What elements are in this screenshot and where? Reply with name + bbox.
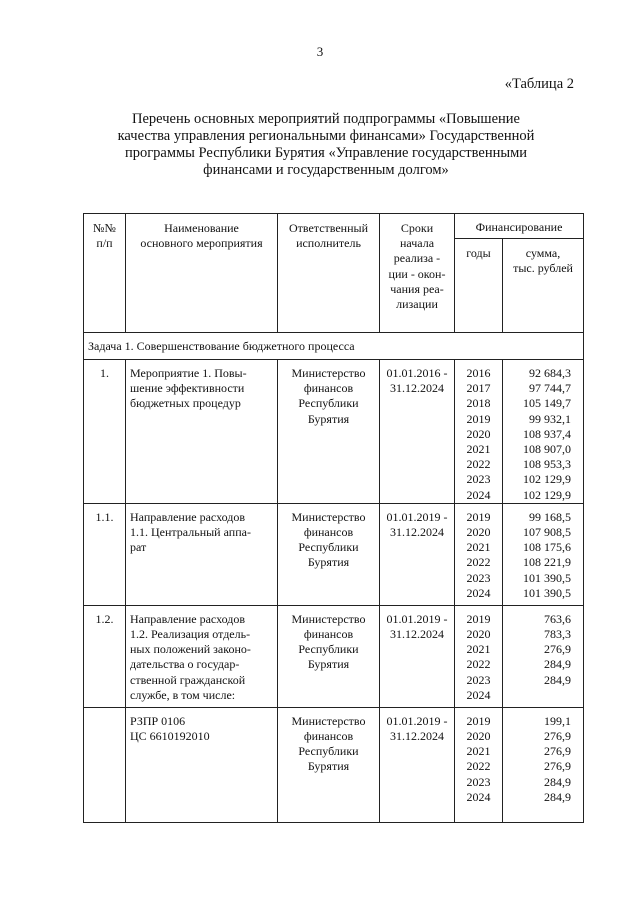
year-value: 2024	[466, 585, 491, 600]
row-years	[455, 503, 503, 605]
amount-value: 102 129,9	[523, 472, 572, 487]
year-value: 2018	[466, 396, 491, 411]
row-responsible	[278, 503, 380, 605]
year-value: 2023	[466, 570, 491, 585]
name-line: ЦС 6610192010	[130, 729, 210, 744]
row-num	[84, 360, 126, 504]
amount-value: 105 149,7	[523, 396, 572, 411]
name-line: ных положений законо-	[130, 642, 251, 657]
amount-value: 276,9	[544, 729, 572, 744]
row-num-text: 1.2.	[95, 611, 114, 626]
responsible-line: финансов	[303, 525, 354, 540]
measures-table	[83, 213, 584, 823]
amount-value: 763,6	[544, 611, 572, 626]
name-line: дательства о государ-	[130, 657, 240, 672]
responsible-line: Бурятия	[307, 759, 350, 774]
title-line: Перечень основных мероприятий подпрограммы «Повышение	[132, 111, 520, 127]
year-value: 2021	[466, 442, 491, 457]
date-line: 31.12.2024	[390, 627, 444, 642]
name-line: РЗПР 0106	[130, 713, 186, 728]
responsible-line: Министерство	[291, 509, 366, 524]
responsible-line: Республики	[298, 744, 359, 759]
table-row	[84, 605, 584, 707]
amount-value: 284,9	[544, 672, 572, 687]
header-text: Наименование	[164, 221, 239, 235]
row-num-text: 1.	[100, 366, 109, 380]
row-num	[84, 503, 126, 605]
year-value: 2023	[466, 774, 491, 789]
responsible-line: Бурятия	[307, 657, 350, 672]
year-value: 2022	[466, 759, 491, 774]
responsible-line: финансов	[303, 729, 354, 744]
year-value: 2022	[466, 555, 491, 570]
amount-value: 99 932,1	[529, 411, 572, 426]
year-value: 2017	[466, 381, 491, 396]
date-line: 31.12.2024	[390, 381, 444, 396]
table-row	[84, 707, 584, 822]
title-line: качества управления региональными финансами» Государственной	[117, 128, 535, 144]
responsible-line: Республики	[298, 396, 359, 411]
row-years	[455, 605, 503, 707]
name-line: Направление расходов	[130, 611, 246, 626]
name-line: службе, в том числе:	[130, 687, 236, 702]
header-text: годы	[466, 246, 491, 260]
year-value: 2021	[466, 744, 491, 759]
responsible-line: Республики	[298, 540, 359, 555]
task-row	[84, 333, 584, 360]
amount-value: 92 684,3	[529, 366, 572, 380]
row-dates	[380, 503, 455, 605]
date-line: 01.01.2019 -	[386, 509, 448, 524]
name-line: 1.2. Реализация отдель-	[130, 627, 251, 642]
title-line: финансами и государственным долгом»	[203, 162, 449, 178]
responsible-line: финансов	[303, 381, 354, 396]
year-value: 2024	[466, 487, 491, 502]
header-row	[84, 214, 584, 239]
task-label: Задача 1. Совершенствование бюджетного процесса	[88, 339, 355, 353]
header-years	[455, 239, 503, 333]
row-years	[455, 707, 503, 822]
row-name	[126, 605, 278, 707]
name-line: рат	[130, 540, 147, 555]
date-line: 01.01.2019 -	[386, 713, 448, 728]
responsible-line: Республики	[298, 642, 359, 657]
amount-value: 284,9	[544, 789, 572, 804]
year-value: 2016	[466, 366, 491, 380]
date-line: 01.01.2016 -	[386, 366, 448, 380]
date-line: 31.12.2024	[390, 525, 444, 540]
year-value: 2022	[466, 457, 491, 472]
table-row	[84, 503, 584, 605]
responsible-line: Министерство	[291, 611, 366, 626]
row-years	[455, 360, 503, 504]
year-value: 2020	[466, 729, 491, 744]
amount-value: 108 221,9	[523, 555, 572, 570]
amount-value: 783,3	[544, 627, 572, 642]
task-cell	[84, 333, 584, 360]
amount-value: 108 175,6	[523, 540, 572, 555]
year-value: 2021	[466, 540, 491, 555]
year-value: 2020	[466, 426, 491, 441]
year-value: 2023	[466, 672, 491, 687]
header-text: начала	[399, 236, 435, 251]
row-responsible	[278, 707, 380, 822]
row-dates	[380, 605, 455, 707]
row-num	[84, 707, 126, 822]
amount-value: 97 744,7	[529, 381, 572, 396]
year-value: 2020	[466, 627, 491, 642]
amount-value: 276,9	[544, 744, 572, 759]
amount-value: 276,9	[544, 759, 572, 774]
name-line: Мероприятие 1. Повы-	[130, 366, 247, 380]
page-title	[86, 111, 566, 179]
amount-value: 102 129,9	[523, 487, 572, 502]
name-line: 1.1. Центральный аппа-	[130, 525, 251, 540]
year-value: 2019	[466, 509, 491, 524]
header-text: Сроки	[400, 221, 434, 235]
responsible-line: Министерство	[291, 366, 366, 380]
date-line: 01.01.2019 -	[386, 611, 448, 626]
row-amounts	[503, 503, 584, 605]
row-name	[126, 360, 278, 504]
amount-value: 108 907,0	[523, 442, 572, 457]
date-line: 31.12.2024	[390, 729, 444, 744]
amount-value: 107 908,5	[523, 525, 572, 540]
row-responsible	[278, 605, 380, 707]
row-responsible	[278, 360, 380, 504]
amount-value: 99 168,5	[529, 509, 572, 524]
table-row	[84, 360, 584, 504]
amount-value: 108 937,4	[523, 426, 572, 441]
year-value: 2019	[466, 713, 491, 728]
name-line: бюджетных процедур	[130, 396, 241, 411]
page-number: 3	[316, 44, 324, 59]
header-responsible	[278, 214, 380, 333]
header-text: ции - окон-	[388, 266, 446, 281]
header-num	[84, 214, 126, 333]
name-line: шение эффективности	[130, 381, 245, 396]
name-line: Направление расходов	[130, 509, 246, 524]
title-line: программы Республики Бурятия «Управление государственными	[124, 145, 528, 161]
header-text: п/п	[96, 236, 113, 251]
amount-value: 284,9	[544, 774, 572, 789]
row-num	[84, 605, 126, 707]
row-name	[126, 503, 278, 605]
header-text: тыс. рублей	[513, 261, 573, 276]
amount-value: 199,1	[544, 713, 572, 728]
amount-value: 108 953,3	[523, 457, 572, 472]
amount-value: 101 390,5	[523, 585, 572, 600]
amount-value: 276,9	[544, 642, 572, 657]
header-text: Ответственный	[288, 221, 369, 235]
year-value: 2022	[466, 657, 491, 672]
responsible-line: Министерство	[291, 713, 366, 728]
responsible-line: финансов	[303, 627, 354, 642]
header-financing	[455, 214, 584, 239]
table-label: «Таблица 2	[504, 76, 574, 92]
row-dates	[380, 707, 455, 822]
header-text: основного мероприятия	[140, 236, 263, 251]
year-value: 2021	[466, 642, 491, 657]
year-value: 2023	[466, 472, 491, 487]
row-dates	[380, 360, 455, 504]
header-text: исполнитель	[296, 236, 361, 251]
responsible-line: Бурятия	[307, 411, 350, 426]
row-num-text	[84, 708, 125, 714]
header-amount	[503, 239, 584, 333]
header-text: Финансирование	[475, 220, 563, 234]
year-value: 2024	[466, 687, 491, 702]
header-text: №№	[93, 221, 116, 235]
row-amounts	[503, 360, 584, 504]
header-name	[126, 214, 278, 333]
header-text: реализа -	[393, 251, 441, 266]
row-name	[126, 707, 278, 822]
header-text: лизации	[396, 297, 438, 312]
responsible-line: Бурятия	[307, 555, 350, 570]
row-amounts	[503, 707, 584, 822]
amount-value: 284,9	[544, 657, 572, 672]
row-num-text: 1.1.	[95, 509, 114, 524]
year-value: 2024	[466, 789, 491, 804]
year-value: 2020	[466, 525, 491, 540]
row-amounts	[503, 605, 584, 707]
header-text: чания реа-	[390, 281, 444, 296]
amount-value: 101 390,5	[523, 570, 572, 585]
year-value: 2019	[466, 611, 491, 626]
header-dates	[380, 214, 455, 333]
year-value: 2019	[466, 411, 491, 426]
header-text: сумма,	[525, 246, 561, 260]
name-line: ственной гражданской	[130, 672, 246, 687]
